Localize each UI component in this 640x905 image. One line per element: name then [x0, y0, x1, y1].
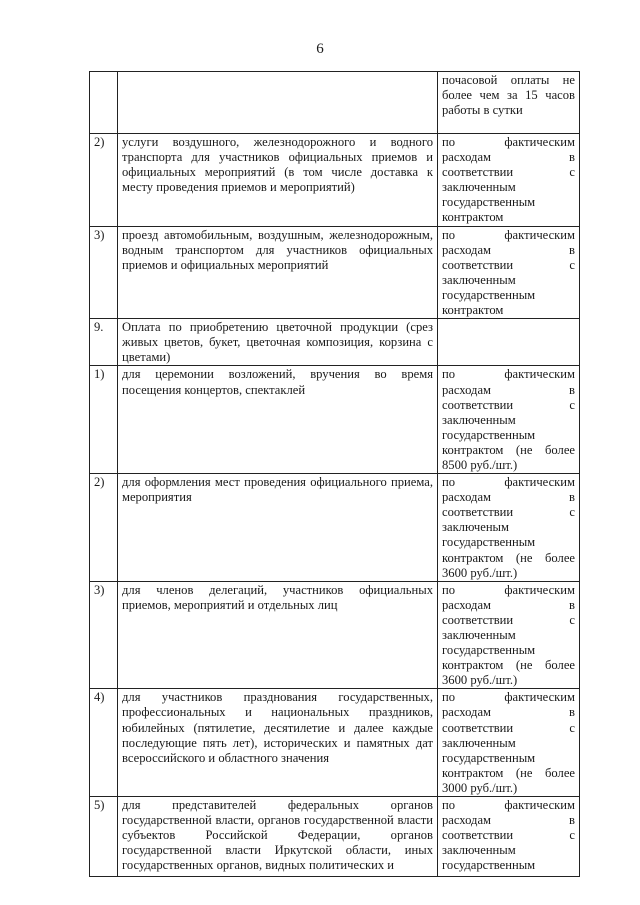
- payment-terms-line: государственным: [442, 858, 536, 873]
- payment-terms-line: по фактическим: [442, 798, 575, 813]
- payment-terms-line: расходам в: [442, 813, 575, 828]
- table-row: [90, 226, 580, 319]
- payment-terms-line: расходам в: [442, 705, 575, 720]
- payment-terms-line: контрактом: [442, 303, 504, 318]
- payment-terms-line: расходам в: [442, 597, 575, 612]
- payment-terms-line: заключенным: [442, 735, 516, 750]
- payment-terms-line: государственным: [442, 427, 536, 442]
- payment-terms-line: по фактическим: [442, 582, 575, 597]
- table-row: [90, 689, 580, 797]
- row-number: 4): [90, 689, 118, 797]
- payment-terms-line: расходам в: [442, 490, 575, 505]
- row-description: [118, 72, 438, 134]
- row-number: 2): [90, 134, 118, 227]
- payment-terms-line: заключеным: [442, 520, 509, 535]
- payment-terms-line: государственным: [442, 287, 536, 302]
- table-row: [90, 581, 580, 689]
- row-description: для участников празднования государственных, профессиональных и национальных праздников, юбилейных (пятилетие, десятилетие и далее каждые последующие пять лет), исторических и памятных дат всероссийского и областного значения: [118, 689, 438, 797]
- payment-terms-line: расходам в: [442, 150, 575, 165]
- row-number: 3): [90, 581, 118, 689]
- table-row: [90, 319, 580, 366]
- table-row: [90, 797, 580, 877]
- table-row: [90, 366, 580, 474]
- row-description: для церемонии возложений, вручения во время посещения концертов, спектаклей: [118, 366, 438, 474]
- row-description: для оформления мест проведения официального приема, мероприятия: [118, 474, 438, 582]
- payment-terms-line: более чем за 15 часов: [442, 88, 575, 103]
- row-number: 5): [90, 797, 118, 877]
- row-description: услуги воздушного, железнодорожного и водного транспорта для участников официальных приемов и официальных мероприятий (в том числе доставка к месту проведения приемов и мероприятий): [118, 134, 438, 227]
- row-payment-terms: [438, 72, 580, 134]
- row-payment-terms: [438, 366, 580, 474]
- payment-terms-line: работы в сутки: [442, 103, 523, 118]
- table-row: [90, 134, 580, 227]
- payment-terms-line: по фактическим: [442, 690, 575, 705]
- payment-terms-line: соответствии с: [442, 828, 575, 843]
- row-number: 1): [90, 366, 118, 474]
- row-payment-terms: [438, 319, 580, 366]
- row-description: для представителей федеральных органов государственной власти, органов государственной власти субъектов Российской Федерации, органов государственной власти Иркутской области, иных государственных органов, видных политических и: [118, 797, 438, 877]
- row-payment-terms: [438, 581, 580, 689]
- expense-table: [89, 71, 580, 877]
- row-number: 2): [90, 474, 118, 582]
- payment-terms-line: контрактом (не более: [442, 658, 575, 673]
- row-payment-terms: [438, 226, 580, 319]
- payment-terms-line: государственным: [442, 195, 536, 210]
- payment-terms-line: заключенным: [442, 180, 516, 195]
- payment-terms-line: соответствии с: [442, 505, 575, 520]
- payment-terms-line: заключенным: [442, 272, 516, 287]
- payment-terms-line: соответствии с: [442, 397, 575, 412]
- payment-terms-line: расходам в: [442, 242, 575, 257]
- payment-terms-line: 8500 руб./шт.): [442, 457, 518, 472]
- payment-terms-line: 3600 руб./шт.): [442, 565, 518, 580]
- row-description: Оплата по приобретению цветочной продукции (срез живых цветов, букет, цветочная композиция, корзина с цветами): [118, 319, 438, 366]
- payment-terms-line: соответствии с: [442, 612, 575, 627]
- payment-terms-line: соответствии с: [442, 257, 575, 272]
- payment-terms-line: по фактическим: [442, 475, 575, 490]
- table-row: [90, 474, 580, 582]
- payment-terms-line: по фактическим: [442, 227, 575, 242]
- payment-terms-line: по фактическим: [442, 367, 575, 382]
- row-payment-terms: [438, 474, 580, 582]
- payment-terms-line: контрактом (не более: [442, 765, 575, 780]
- row-number: 9.: [90, 319, 118, 366]
- payment-terms-line: соответствии с: [442, 720, 575, 735]
- payment-terms-line: 3000 руб./шт.): [442, 780, 518, 795]
- payment-terms-line: государственным: [442, 750, 536, 765]
- table-row: [90, 72, 580, 134]
- row-description: проезд автомобильным, воздушным, железнодорожным, водным транспортом для участников официальных приемов и официальных мероприятий: [118, 226, 438, 319]
- row-payment-terms: [438, 134, 580, 227]
- payment-terms-line: заключенным: [442, 843, 516, 858]
- payment-terms-line: заключенным: [442, 628, 516, 642]
- payment-terms-line: почасовой оплаты не: [442, 73, 575, 87]
- row-description: для членов делегаций, участников официальных приемов, мероприятий и отдельных лиц: [118, 581, 438, 689]
- row-payment-terms: [438, 797, 580, 877]
- payment-terms-line: 3600 руб./шт.): [442, 673, 518, 688]
- page-number: 6: [316, 41, 324, 57]
- payment-terms-line: расходам в: [442, 382, 575, 397]
- row-number: [90, 72, 118, 134]
- payment-terms-line: государственным: [442, 643, 536, 658]
- payment-terms-line: по фактическим: [442, 135, 575, 149]
- payment-terms-line: контрактом (не более: [442, 442, 575, 457]
- payment-terms-line: контрактом (не более: [442, 550, 575, 565]
- payment-terms-line: государственным: [442, 535, 536, 550]
- row-number: 3): [90, 226, 118, 319]
- payment-terms-line: заключенным: [442, 412, 516, 427]
- payment-terms-line: соответствии с: [442, 165, 575, 180]
- row-payment-terms: [438, 689, 580, 797]
- payment-terms-line: контрактом: [442, 210, 504, 225]
